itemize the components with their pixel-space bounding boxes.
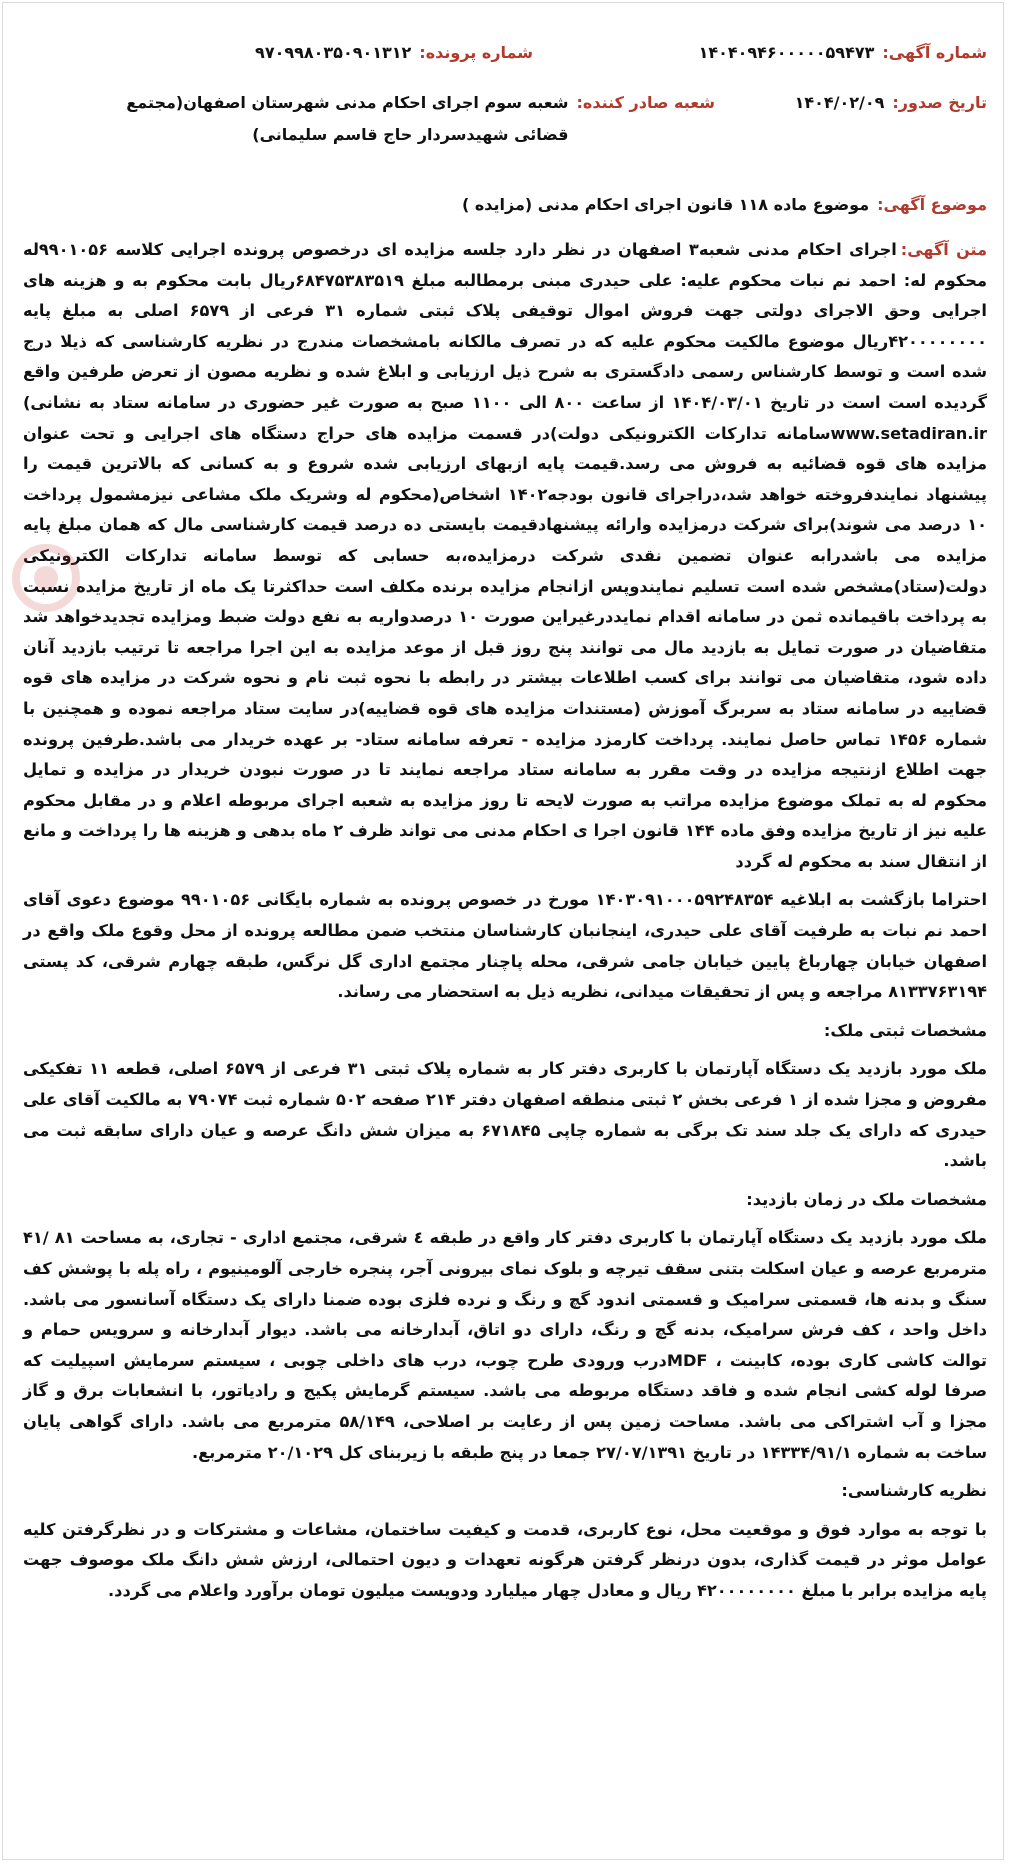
paragraph-4: ملک مورد بازدید یک دستگاه آپارتمان با کاربری دفتر کار واقع در طبقه ٤ شرقی، مجتمع اداری - تجاری، به مساحت ۸۱ /۴۱ مترمربع عرصه و عیان اسکلت بتنی سقف تیرچه و بلوک نمای بیرونی آجر، پنجره خارجی آلومینیوم ، راه پله با پوشش کف سنگ و بدنه ها، قسمتی سرامیک و قسمتی اندود گچ و رنگ و نرده فلزی بوده ضمنا دارای یک دستگاه آسانسور می باشد. داخل واحد ، کف فرش سرامیک، بدنه گچ و رنگ، دارای دو اتاق، آبدارخانه می باشد. دیوار آبدارخانه و سرویس حمام و توالت کاشی کاری بوده، کابینت ، MDFدرب ورودی طرح چوب، درب های داخلی چوبی ، سیستم سرمایش اسپیلیت که صرفا لوله کشی انجام شده و فاقد دستگاه مربوطه می باشد. سیستم گرمایش پکیج و رادیاتور، با انشعابات برق و گاز مجزا و آب اشتراکی می باشد. مساحت زمین پس از رعایت بر اصلاحی، ۵۸/۱۴۹ مترمربع می باشد. دارای گواهی پایان ساخت به شماره ۱۴۳۳۴/۹۱/۱ در تاریخ ۲۷/۰۷/۱۳۹۱ جمعا در پنج طبقه با زیربنای کل ۲۰/۱۰۲۹ مترمربع. [23, 1228, 987, 1462]
subject-label: موضوع آگهی: [877, 195, 987, 214]
section-visit-title: مشخصات ملک در زمان بازدید: [746, 1189, 987, 1209]
text-label: متن آگهی: [900, 240, 987, 259]
header-row-1 [23, 43, 987, 93]
branch-label: شعبه صادر کننده: [576, 93, 715, 112]
subject-value: موضوع ماده ۱۱۸ قانون اجرای احکام مدنی (مزایده ) [461, 195, 870, 214]
ad-number-label: شماره آگهی: [882, 43, 987, 62]
section-registration-title: مشخصات ثبتی ملک: [823, 1020, 987, 1040]
case-number [255, 43, 533, 62]
notice-page [2, 2, 1004, 1860]
ad-number-value: ۱۴۰۴۰۹۴۶۰۰۰۰۰۵۹۴۷۳ [698, 43, 875, 62]
section-opinion-title: نظریه کارشناسی: [841, 1481, 987, 1501]
issue-date [794, 93, 987, 112]
ad-number [533, 43, 987, 62]
paragraph-2: احتراما بازگشت به ابلاغیه ۱۴۰۳۰۹۱۰۰۰۵۹۲۴۸۳۵۴ مورخ در خصوص پرونده به شماره بایگانی ۹۹۰۱۰۵۶ موضوع دعوی آقای احمد نم نبات به طرفیت آقای علی حیدری، اینجانبان کارشناسان منتخب ضمن مطالعه پرونده از محل وقوع ملک واقع در اصفهان خیابان چهارباغ پایین خیابان جامی شرقی، محله پاچنار مجتمع اداری گل نرگس، طبقه چهارم شرقی، کد پستی ۸۱۳۳۷۶۳۱۹۴ مراجعه و پس از تحقیقات میدانی، نظریه ذیل به استحضار می رساند. [23, 890, 987, 1002]
watermark-logo-icon [11, 543, 81, 613]
paragraph-1: اجرای احکام مدنی شعبه۳ اصفهان در نظر دارد جلسه مزایده ای درخصوص پرونده اجرایی کلاسه ۹۹۰۱۰۵۶له محکوم له: احمد نم نبات محکوم علیه: علی حیدری مبنی برمطالبه مبلغ ۶۸۴۷۵۳۸۳۵۱۹ریال بابت محکوم به و هزینه های اجرایی وحق الاجرای دولتی جهت فروش اموال توقیفی پلاک ثبتی شماره ۳۱ فرعی از ۶۵۷۹ اصلی به مبلغ پایه ۴۲۰۰۰۰۰۰۰۰ریال موضوع مالکیت محکوم علیه که در تصرف مالکانه بامشخصات مندرج در نظریه کارشناسی که ذیلا درج شده است و توسط کارشناس رسمی دادگستری به شرح ذیل ارزیابی و ابلاغ شده و نظریه مصون از تعرض طرفین واقع گردیده است است در تاریخ ۱۴۰۴/۰۳/۰۱ از ساعت ۸۰۰ الی ۱۱۰۰ صبح به صورت غیر حضوری در سامانه ستاد به نشانی) www.setadiran.irسامانه تدارکات الکترونیکی دولت)در قسمت مزایده های حراج دستگاه های اجرایی و تحت عنوان مزایده های قوه قضائیه به فروش می رسد.قیمت پایه ازبهای ارزیابی شده شروع و به کسانی که بالاترین قیمت را پیشنهاد نمایندفروخته خواهد شد،دراجرای قانون بودجه۱۴۰۲ اشخاص(محکوم له وشریک ملک مشاعی نیزمشمول پرداخت ۱۰ درصد می شوند)برای شرکت درمزایده وارائه پیشنهادقیمت بایستی ده درصد قیمت کارشناسی مال که همان مبلغ پایه مزایده می باشدرابه عنوان تضمین نقدی شرکت درمزایده،به حسابی که توسط سامانه تدارکات الکترونیکی دولت(ستاد)مشخص شده است تسلیم نمایندوپس ازانجام مزایده برنده مکلف است حداکثرتا یک ماه از تاریخ مزایده نسبت به پرداخت باقیمانده ثمن در سامانه اقدام نمایددرغیراین صورت ۱۰ درصدواریه به نفع دولت ضبط ومزایده تجدیدخواهد شد متقاضیان در صورت تمایل به بازدید مال می توانند پنج روز قبل از موعد مزایده به این اجرا مراجعه تا ترتیب بازدید آنان داده شود، متقاضیان می توانند برای کسب اطلاعات بیشتر در رابطه با نحوه ثبت نام و نحوه شرکت در مزایده های قوه قضاییه در سامانه ستاد به سربرگ آموزش (مستندات مزایده های قوه قضاییه)در سایت ستاد مراجعه نموده و همچنین با شماره ۱۴۵۶ تماس حاصل نمایند. پرداخت کارمزد مزایده - تعرفه سامانه ستاد- بر عهده خریدار می باشد.طرفین پرونده جهت اطلاع ازنتیجه مزایده در وقت مقرر به سامانه ستاد مراجعه نمایند تا در صورت نبودن خریدار در مزایده و تمایل محکوم له به تملک موضوع مزایده مراتب به صورت لایحه تا روز مزایده به شعبه اجرای مربوطه اعلام و در مقابل محکوم علیه نیز از تاریخ مزایده وفق ماده ۱۴۴ قانون اجرا ی احکام مدنی می تواند ظرف ۲ ماه بدهی و هزینه ها را پرداخت و مانع از انتقال سند به محکوم له گردد [23, 240, 988, 871]
issue-date-value: ۱۴۰۴/۰۲/۰۹ [794, 93, 885, 112]
subject-row [23, 195, 987, 235]
header-row-2 [23, 93, 987, 193]
paragraph-5: با توجه به موارد فوق و موقعیت محل، نوع کاربری، قدمت و کیفیت ساختمان، مشاعات و مشترکات و در نظرگرفتن کلیه عوامل موثر در قیمت گذاری، بدون درنظر گرفتن هرگونه تعهدات و دیون احتمالی، ارزش شش دانگ ملک موصوف جهت پایه مزایده برابر با مبلغ ۴۲۰۰۰۰۰۰۰۰ ریال و معادل چهار میلیارد ودویست میلیون تومان برآورد واعلام می گردد. [23, 1519, 987, 1600]
issuing-branch [99, 93, 715, 151]
case-number-label: شماره پرونده: [419, 43, 533, 62]
notice-text-paragraph [23, 235, 987, 877]
branch-value: شعبه سوم اجرای احکام مدنی شهرستان اصفهان(مجتمع قضائی شهیدسردار حاج قاسم سلیمانی) [126, 93, 569, 144]
paragraph-3: ملک مورد بازدید یک دستگاه آپارتمان با کاربری دفتر کار به شماره پلاک ثبتی ۳۱ فرعی از ۶۵۷۹ اصلی، قطعه ۱۱ تفکیکی مفروض و مجزا شده از ۱ فرعی بخش ۲ ثبتی منطقه اصفهان دفتر ۲۱۴ صفحه ۵۰۲ شماره ثبت ۷۹۰۷۴ به مالکیت آقای علی حیدری که دارای یک جلد سند تک برگی به شماره چاپی ۶۷۱۸۴۵ به میزان شش دانگ عرصه و عیان دارای سابقه ثبت می باشد. [23, 1059, 987, 1171]
case-number-value: ۹۷۰۹۹۸۰۳۵۰۹۰۱۳۱۲ [255, 43, 412, 62]
issue-date-label: تاریخ صدور: [892, 93, 987, 112]
